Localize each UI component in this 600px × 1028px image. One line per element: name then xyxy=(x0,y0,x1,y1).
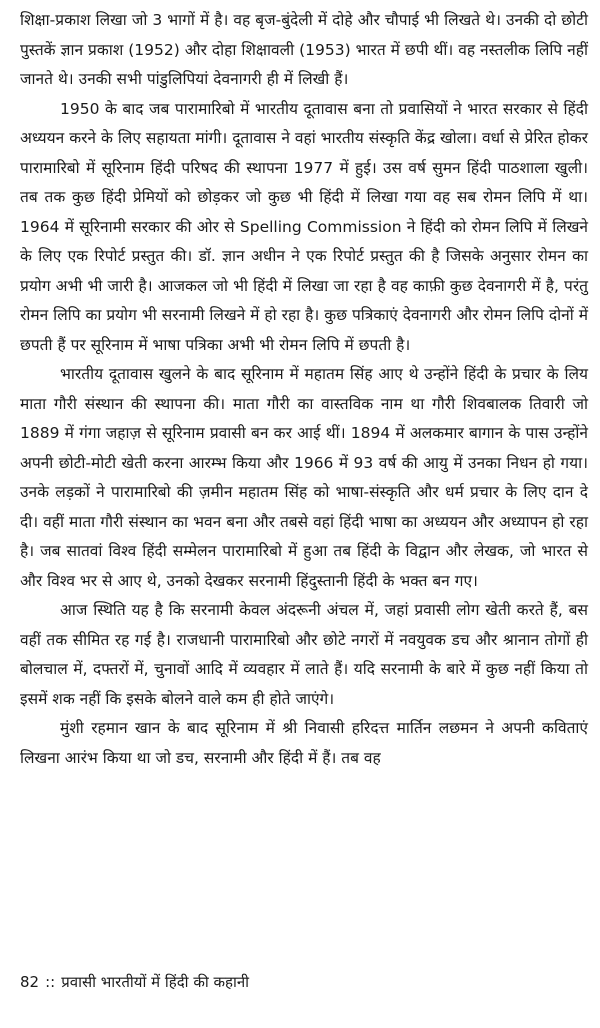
paragraph-3: भारतीय दूतावास खुलने के बाद सूरिनाम में महातम सिंह आए थे उन्होंने हिंदी के प्रचार के लिय माता गौरी संस्थान की स्थापना की। माता गौरी का वास्तविक नाम था गौरी शिवबालक तिवारी जो 1889 में गंगा जहाज़ से सूरिनाम प्रवासी बन कर आई थीं। 1894 में अलकमार बागान के पास उन्होंने अपनी छोटी-मोटी खेती करना आरम्भ किया और 1966 में 93 वर्ष की आयु में उनका निधन हो गया। उनके लड़कों ने पारामारिबो की ज़मीन महातम सिंह को भाषा-संस्कृति और धर्म प्रचार के लिए दान दे दी। वहीं माता गौरी संस्थान का भवन बना और तबसे वहां हिंदी भाषा का अध्ययन और अध्यापन हो रहा है। जब सातवां विश्व हिंदी सम्मेलन पारामारिबो में हुआ तब हिंदी के विद्वान और लेखक, जो भारत से और विश्व भर से आए थे, उनको देखकर सरनामी हिंदुस्तानी हिंदी के भक्त बन गए। xyxy=(20,365,588,590)
page-body xyxy=(20,6,588,773)
paragraph-2: 1950 के बाद जब पारामारिबो में भारतीय दूतावास बना तो प्रवासियों ने भारत सरकार से हिंदी अध्ययन करने के लिए सहायता मांगी। दूतावास ने वहां भारतीय संस्कृति केंद्र खोला। वर्धा से प्रेरित होकर पारामारिबो में सूरिनाम हिंदी परिषद की स्थापना 1977 में हुई। उस वर्ष सुमन हिंदी पाठशाला खुली। तब तक कुछ हिंदी प्रेमियों को छोड़कर जो कुछ भी हिंदी में लिखा गया वह सब रोमन लिपि में था। 1964 में सूरिनामी सरकार की ओर से Spelling Commission ने हिंदी को रोमन लिपि में लिखने के लिए एक रिपोर्ट प्रस्तुत की। डॉ. ज्ञान अधीन ने एक रिपोर्ट प्रस्तुत की है जिसके अनुसार रोमन का प्रयोग अभी भी जारी है। आजकल जो भी हिंदी में लिखा जा रहा है वह काफ़ी कुछ देवनागरी में है, परंतु रोमन लिपि का प्रयोग भी सरनामी लिखने में हो रहा है। कुछ पत्रिकाएं देवनागरी और रोमन लिपि दोनों में छपती हैं पर सूरिनाम में भाषा पत्रिका अभी भी रोमन लिपि में छपती है। xyxy=(20,99,588,354)
paragraph-1: शिक्षा-प्रकाश लिखा जो 3 भागों में है। वह बृज-बुंदेली में दोहे और चौपाई भी लिखते थे। उनकी दो छोटी पुस्तकें ज्ञान प्रकाश (1952) और दोहा शिक्षावली (1953) भारत में छपी थीं। वह नस्तलीक लिपि नहीं जानते थे। उनकी सभी पांडुलिपियां देवनागरी ही में लिखी हैं। xyxy=(20,11,588,88)
paragraph-4: आज स्थिति यह है कि सरनामी केवल अंदरूनी अंचल में, जहां प्रवासी लोग खेती करते हैं, बस वहीं तक सीमित रह गई है। राजधानी पारामारिबो और छोटे नगरों में नवयुवक डच और श्रानान तोगों ही बोलचाल में, दफ्तरों में, चुनावों आदि में व्यवहार में लाते हैं। यदि सरनामी के बारे में कुछ नहीं किया तो इसमें शक नहीं कि इसके बोलने वाले कम ही होते जाएंगे। xyxy=(20,601,588,708)
paragraph-5: मुंशी रहमान खान के बाद सूरिनाम में श्री निवासी हरिदत्त मार्तिन लछमन ने अपनी कविताएं लिखना आरंभ किया था जो डच, सरनामी और हिंदी में हैं। तब वह xyxy=(20,719,588,767)
page-footer xyxy=(20,972,255,992)
page-number: 82 xyxy=(20,973,40,991)
footer-separator: :: xyxy=(45,973,56,991)
book-title: प्रवासी भारतीयों में हिंदी की कहानी xyxy=(61,973,250,991)
